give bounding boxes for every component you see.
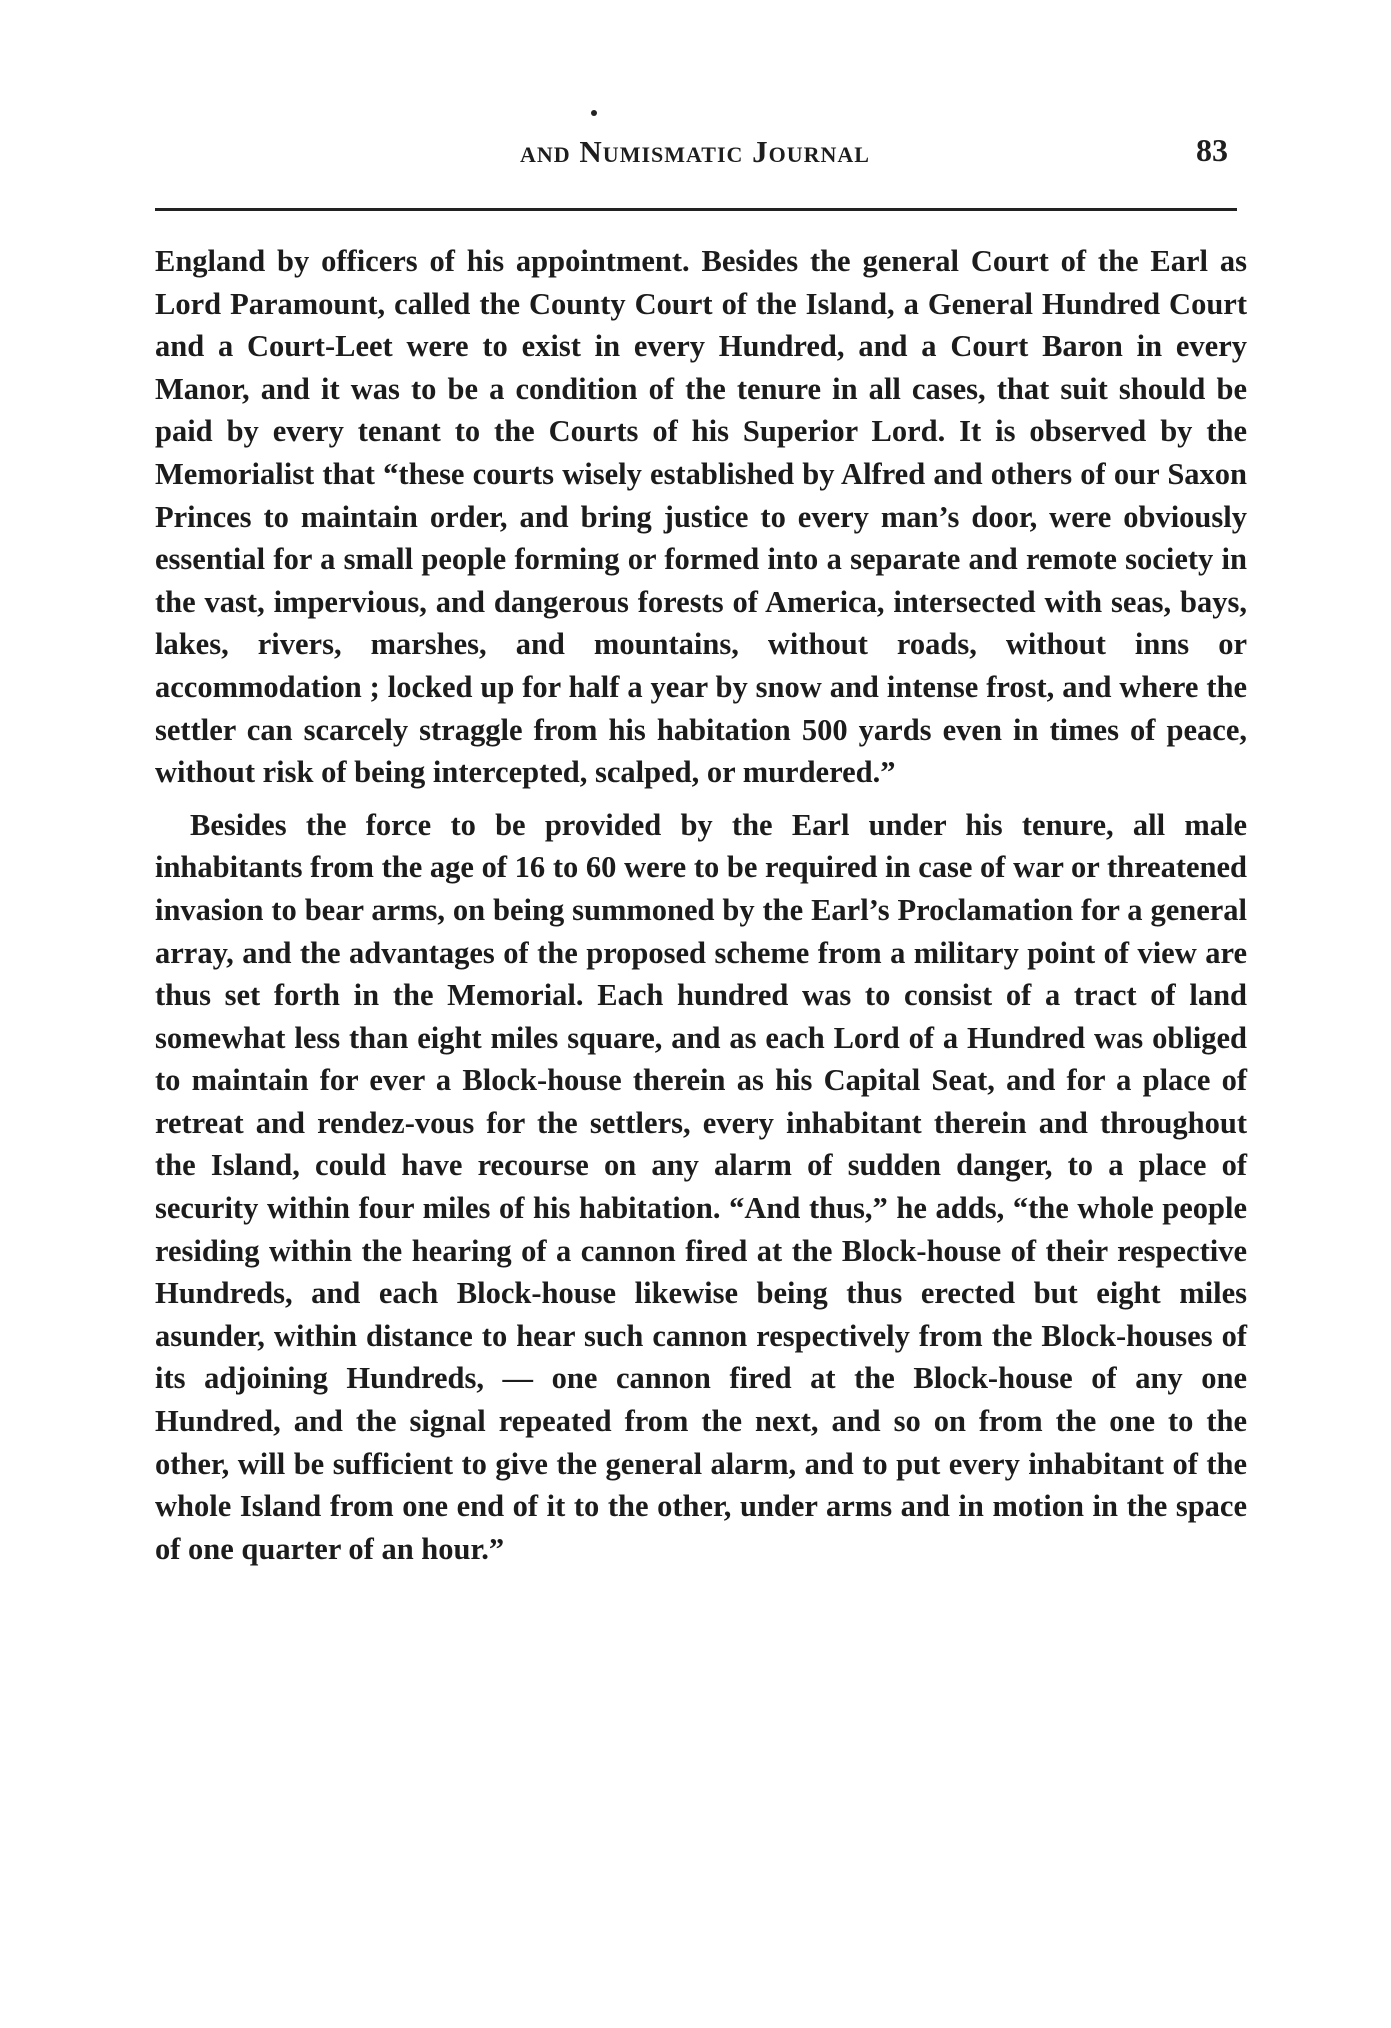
paragraph-1: England by officers of his appointment. Besides the general Court of the Earl as Lord Paramount, called the County Court of the Island, a General Hundred Court and a Court-Leet were to exist in every Hundred, and a Court Baron in every Manor, and it was to be a condition of the tenure in all cases, that suit should be paid by every tenant to the Courts of his Superior Lord. It is observed by the Memorialist that “these courts wisely established by Alfred and others of our Saxon Princes to maintain order, and bring justice to every man’s door, were obviously essential for a small people forming or formed into a separate and remote society in the vast, impervious, and dangerous forests of America, intersected with seas, bays, lakes, rivers, marshes, and mountains, without roads, without inns or accommodation ; locked up for half a year by snow and intense frost, and where the settler can scarcely straggle from his habitation 500 yards even in times of peace, without risk of being intercepted, scalped, or murdered.” [155, 244, 1247, 790]
header-rule [155, 208, 1237, 211]
page-header [150, 130, 1240, 174]
paragraph-2: Besides the force to be provided by the Earl under his tenure, all male inhabitants from the age of 16 to 60 were to be required in case of war or threatened invasion to bear arms, on being summoned by the Earl’s Proclamation for a general array, and the advantages of the proposed scheme from a military point of view are thus set forth in the Memorial. Each hundred was to consist of a tract of land somewhat less than eight miles square, and as each Lord of a Hundred was obliged to maintain for ever a Block-house therein as his Capital Seat, and for a place of retreat and rendez-vous for the settlers, every inhabitant therein and throughout the Island, could have recourse on any alarm of sudden danger, to a place of security within four miles of his habitation. “And thus,” he adds, “the whole people residing within the hearing of a cannon fired at the Block-house of their respective Hundreds, and each Block-house likewise being thus erected but eight miles asunder, within distance to hear such cannon respectively from the Block-houses of its adjoining Hundreds, — one cannon fired at the Block-house of any one Hundred, and the signal repeated from the next, and so on from the one to the other, will be sufficient to give the general alarm, and to put every inhabitant of the whole Island from one end of it to the other, under arms and in motion in the space of one quarter of an hour.” [155, 807, 1247, 1566]
print-speck-mark [591, 110, 597, 116]
page-number: 83 [1196, 132, 1228, 168]
running-title: and Numismatic Journal [520, 134, 870, 169]
body-text [155, 240, 1247, 1570]
